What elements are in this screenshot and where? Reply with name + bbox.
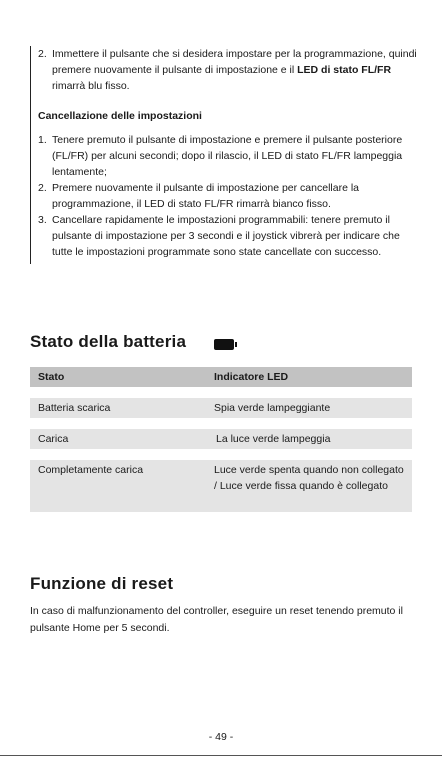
- step-number: 1.: [38, 134, 47, 146]
- step-text-end: rimarrà blu fisso.: [52, 80, 130, 92]
- programming-steps: [38, 46, 423, 260]
- margin-rule: [30, 46, 31, 264]
- step-number: 3.: [38, 214, 47, 226]
- page-number: - 49 -: [208, 731, 234, 743]
- step-text: Cancellare rapidamente le impostazioni programmabili: tenere premuto il pulsante di impostazione per 3 secondi e il joystick vibrerà per indicare che tutte le impostazioni programmate sono state cancellate con successo.: [52, 214, 400, 258]
- step-text: Tenere premuto il pulsante di impostazione e premere il pulsante posteriore (FL/FR) per alcuni secondi; dopo il rilascio, il LED di stato FL/FR lampeggia lentamente;: [52, 134, 403, 178]
- table-cell: Completamente carica: [38, 464, 144, 476]
- table-cell: Batteria scarica: [38, 402, 111, 414]
- table-cell: Luce verde spenta quando non collegato / Luce verde fissa quando è collegato: [214, 464, 404, 492]
- column-header-stato: Stato: [38, 371, 65, 383]
- table-row: [30, 429, 412, 449]
- table-cell: La luce verde lampeggia: [216, 433, 331, 445]
- step-number: 2.: [38, 182, 47, 194]
- page-bottom-rule: [0, 755, 442, 756]
- step-number: 2.: [38, 48, 47, 60]
- battery-icon: [214, 339, 234, 350]
- reset-description: In caso di malfunzionamento del controller, eseguire un reset tenendo premuto il pulsante Home per 5 secondi.: [30, 605, 403, 634]
- table-cell: Spia verde lampeggiante: [214, 402, 331, 414]
- cancel-heading: Cancellazione delle impostazioni: [38, 110, 202, 122]
- list-item: [38, 180, 423, 212]
- battery-section-title: Stato della batteria: [30, 332, 187, 351]
- table-row: [30, 460, 412, 512]
- list-item: [38, 212, 423, 260]
- table-header-row: [30, 367, 412, 387]
- step-bold-text: LED di stato FL/FR: [297, 64, 392, 76]
- column-header-indicatore: Indicatore LED: [214, 371, 289, 383]
- list-item: [38, 46, 423, 94]
- reset-section-title: Funzione di reset: [30, 574, 174, 593]
- table-cell: Carica: [38, 433, 69, 445]
- step-text: Premere nuovamente il pulsante di impostazione per cancellare la programmazione, il LED di stato FL/FR rimarrà bianco fisso.: [52, 182, 360, 210]
- list-item: [38, 132, 423, 180]
- step-text: Immettere il pulsante che si desidera impostare per la programmazione, quindi premere nuovamente il pulsante di impostazione e il: [52, 48, 417, 76]
- table-row: [30, 398, 412, 418]
